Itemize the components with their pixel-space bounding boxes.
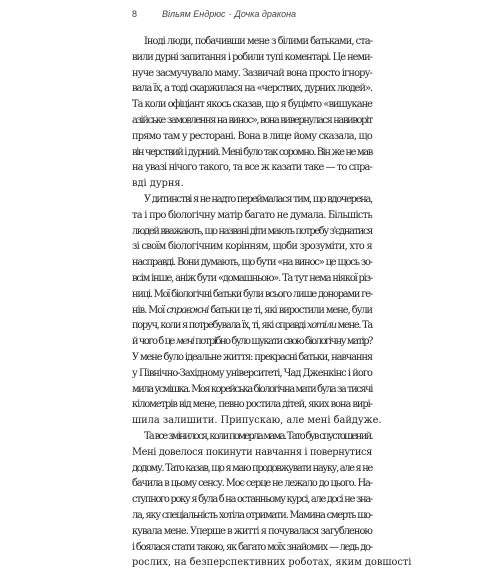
line-text: Та все змінилося, коли померла мама. Тато був спустошений.: [144, 430, 372, 442]
page-number: 8: [132, 9, 138, 19]
line-text: прямо там у ресторані. Вона в лице йому сказала, що: [132, 130, 372, 142]
line-text: на увазі нічого такого, та все ж казати таке — то спра-: [132, 162, 372, 174]
text-line: [132, 97, 372, 113]
paragraph: [132, 192, 382, 429]
text-line: [132, 34, 372, 50]
text-line: [132, 271, 372, 287]
text-line: [132, 50, 372, 66]
line-text: азійське замовлення на винос», вона вивернулася навиворіт: [132, 114, 372, 126]
emphasis-text: справжні: [166, 304, 209, 316]
body-text: [132, 34, 412, 571]
line-text: нуче засмучувало маму. Зазвичай вона просто ігнору-: [132, 67, 372, 79]
text-line: [132, 461, 372, 477]
line-text: він черствий і дурний. Мені було так соромно. Він же не мав: [132, 146, 372, 158]
line-text: ступного року я була б на останньому курсі, але досі не зна-: [132, 494, 372, 506]
text-line: [132, 334, 372, 350]
text-line: [132, 445, 372, 461]
line-text: Мені довелося покинути навчання і повернутися: [132, 446, 372, 458]
running-header: [132, 9, 372, 23]
line-text: потрібно було шукати свою біологічну матір?: [193, 336, 373, 348]
text-line: [132, 145, 372, 161]
text-line: [132, 397, 372, 413]
text-line: [132, 366, 372, 382]
paragraph: [132, 34, 372, 192]
line-text: ла, яку спеціальність хотіла отримати. Мамина смерть шо-: [132, 509, 372, 521]
line-text: насправді. Вони думають, що бути «на винос» це щось зо-: [132, 257, 372, 269]
author-name: Вільям Ендрюс: [162, 9, 226, 19]
line-text: людей вважають, що названі діти мають потребу з'єднатися: [132, 225, 372, 237]
line-text: У мене було ідеальне життя: прекрасні батьки, навчання: [132, 351, 372, 363]
text-line: [132, 255, 372, 271]
header-title: [162, 9, 296, 19]
text-line: [132, 524, 372, 540]
text-line: [132, 382, 372, 398]
line-text: поруч, коли я потребувала їх, ті, які справді: [132, 320, 307, 332]
line-text: рослих, на безперспективних роботах, яким довшості: [132, 557, 412, 569]
text-line: [132, 176, 372, 192]
emphasis-text: мені: [175, 336, 194, 348]
text-line: [132, 239, 372, 255]
line-text: вили дурні запитання і робили тупі коментарі. Це неми-: [132, 51, 372, 63]
line-text: бачила в цьому сенсу. Моє серце не лежало до цього. На-: [132, 478, 372, 490]
line-text: Іноді люди, побачивши мене з білими батьками, ста-: [144, 36, 372, 47]
line-text: у Північно-Західному університеті, Чад Дженкінс і його: [132, 367, 372, 379]
line-text: всім інше, аніж бути «домашньою». Та тут нема ніякої різ-: [132, 272, 372, 284]
line-text: мила усмішка. Моя корейська біологічна мати була за тисячі: [132, 383, 373, 395]
line-text: вала їх, а тоді скаржилася на «черствих, дурних людей».: [132, 83, 372, 95]
line-text: мене. Та: [335, 320, 372, 332]
line-text: кілометрів від мене, певно ростила дітей, яких вона вирі-: [132, 399, 372, 411]
text-line: [132, 429, 372, 445]
line-text: ниці. Мої біологічні батьки були всього лише донорами ге-: [132, 288, 372, 300]
text-line: [132, 81, 372, 97]
text-line: [132, 287, 372, 303]
text-line: [132, 476, 372, 492]
line-text: зі своїм біологічним корінням, щоби зрозуміти, хто я: [132, 241, 372, 253]
text-line: [132, 129, 372, 145]
text-line: [132, 192, 372, 208]
line-text: нів. Мої: [132, 304, 167, 316]
line-text: батьки це ті, які виростили мене, були: [208, 304, 373, 316]
line-text: та і про біологічну матір багато не думала. Більшість: [132, 209, 373, 221]
text-line: [132, 555, 412, 571]
text-line: [132, 508, 372, 524]
text-line: [132, 160, 372, 176]
text-line: [132, 318, 372, 334]
text-line: [132, 413, 382, 429]
text-line: [132, 350, 372, 366]
line-text: й чого б це: [132, 336, 176, 348]
book-title: Дочка дракона: [234, 9, 297, 19]
text-line: [132, 113, 372, 129]
text-line: [132, 492, 372, 508]
text-line: [132, 66, 372, 82]
line-text: і боялася стати такою, як багато моїх знайомих — ледь до-: [132, 541, 372, 553]
line-text: кувала мене. Уперше в житті я почувалася загубленою: [132, 525, 372, 537]
text-line: [132, 540, 372, 556]
line-text: У дитинстві я не надто переймалася тим, що вдочерена,: [144, 193, 372, 205]
emphasis-text: хотіли: [306, 320, 336, 332]
header-separator: ·: [228, 9, 232, 19]
line-text: вді дурня.: [132, 178, 184, 190]
text-line: [132, 303, 372, 319]
text-line: [132, 224, 372, 240]
line-text: додому. Тато казав, що я маю продовжувати науку, але я не: [132, 462, 372, 474]
line-text: шила залишити. Припускаю, але мені байдуже.: [132, 415, 382, 427]
line-text: Та коли офіціант якось сказав, що я буцімто «вишукане: [132, 99, 372, 111]
text-line: [132, 208, 372, 224]
